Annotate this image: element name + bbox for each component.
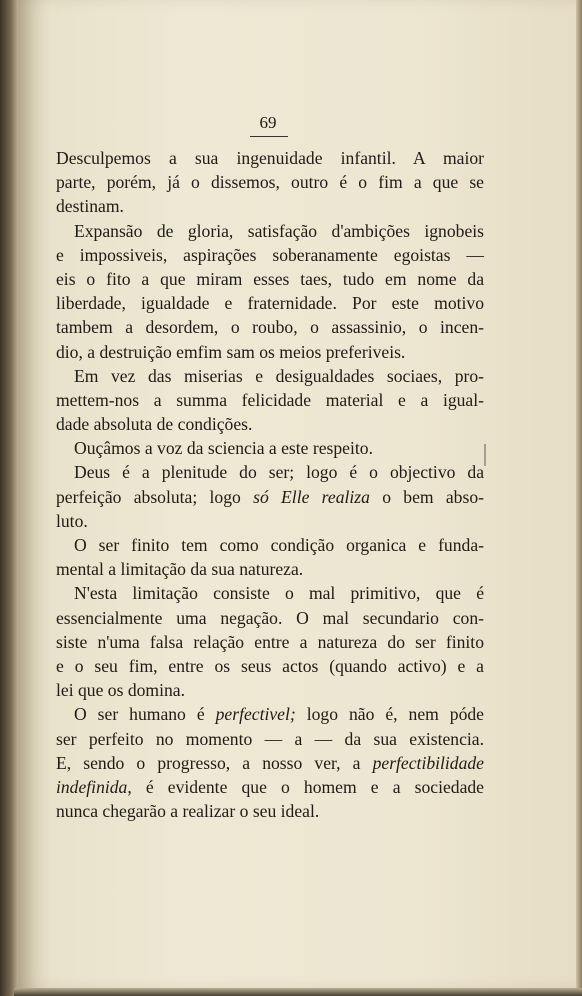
page-number: 69	[259, 113, 277, 132]
text-line: O ser finito tem como condição organica e funda-	[74, 535, 484, 555]
text-line: nunca chegarão a realizar o seu ideal.	[56, 801, 320, 822]
text-line: Deus é a plenitude do ser; logo é o objectivo da	[74, 462, 484, 483]
italic-text: perfectivel;	[215, 704, 296, 725]
text-line: Em vez das miserias e desigualdades sociaes, pro-	[74, 365, 484, 386]
text-line: e impossiveis, aspirações soberanamente egoistas —	[56, 244, 484, 265]
text-line-rich: indefinida, é evidente que o homem e a sociedade	[56, 776, 484, 797]
page-number-rule	[250, 136, 288, 137]
text-line: Expansão de gloria, satisfação d'ambições ignobeis	[74, 220, 484, 241]
text-line: eis o fito a que miram esses taes, tudo em nome da	[56, 268, 484, 289]
italic-text: indefinida	[56, 776, 128, 797]
italic-text: perfectibilidade	[372, 752, 484, 773]
text-line: tambem a desordem, o roubo, o assassinio, o incen-	[56, 317, 484, 338]
body-text	[56, 146, 484, 823]
text-line-rich: O ser humano é perfectivel; logo não é, nem póde	[74, 704, 484, 725]
text-line: siste n'uma falsa relação entre a natureza do ser finito	[56, 631, 484, 652]
text-line: mettem-nos a summa felicidade material e a igual-	[56, 389, 484, 410]
text-line: dade absoluta de condições.	[56, 414, 253, 435]
text-line: Ouçâmos a voz da sciencia a este respeito.	[74, 438, 373, 459]
text-line: dio, a destruição emfim sam os meios preferiveis.	[56, 341, 406, 362]
text-line: Desculpemos a sua ingenuidade infantil. A maior	[56, 148, 484, 168]
text-line-rich: perfeição absoluta; logo só Elle realiza o bem abso-	[56, 486, 484, 507]
text-line: lei que os domina.	[56, 680, 185, 701]
page-edge-right	[576, 0, 582, 996]
text-line: N'esta limitação consiste o mal primitivo, que é	[74, 583, 484, 604]
book-spine	[0, 0, 20, 996]
text-line: e o seu fim, entre os seus actos (quando activo) e a	[56, 655, 484, 676]
text-line: parte, porém, já o dissemos, outro é o fim a que se	[56, 172, 484, 193]
text-line: liberdade, igualdade e fraternidade. Por este motivo	[56, 293, 484, 314]
italic-text: só Elle realiza	[253, 486, 370, 507]
text-line: ser perfeito no momento — a — da sua existencia.	[56, 728, 484, 749]
page-edge-bottom	[14, 988, 582, 996]
margin-mark	[484, 444, 486, 466]
text-line: essencialmente uma negação. O mal secundario con-	[56, 607, 484, 628]
text-line: mental a limitação da sua natureza.	[56, 559, 304, 580]
text-line: luto.	[56, 510, 88, 531]
book-page	[18, 0, 576, 988]
text-line: destinam.	[56, 196, 124, 217]
text-line-rich: E, sendo o progresso, a nosso ver, a perfectibilidade	[56, 752, 484, 773]
